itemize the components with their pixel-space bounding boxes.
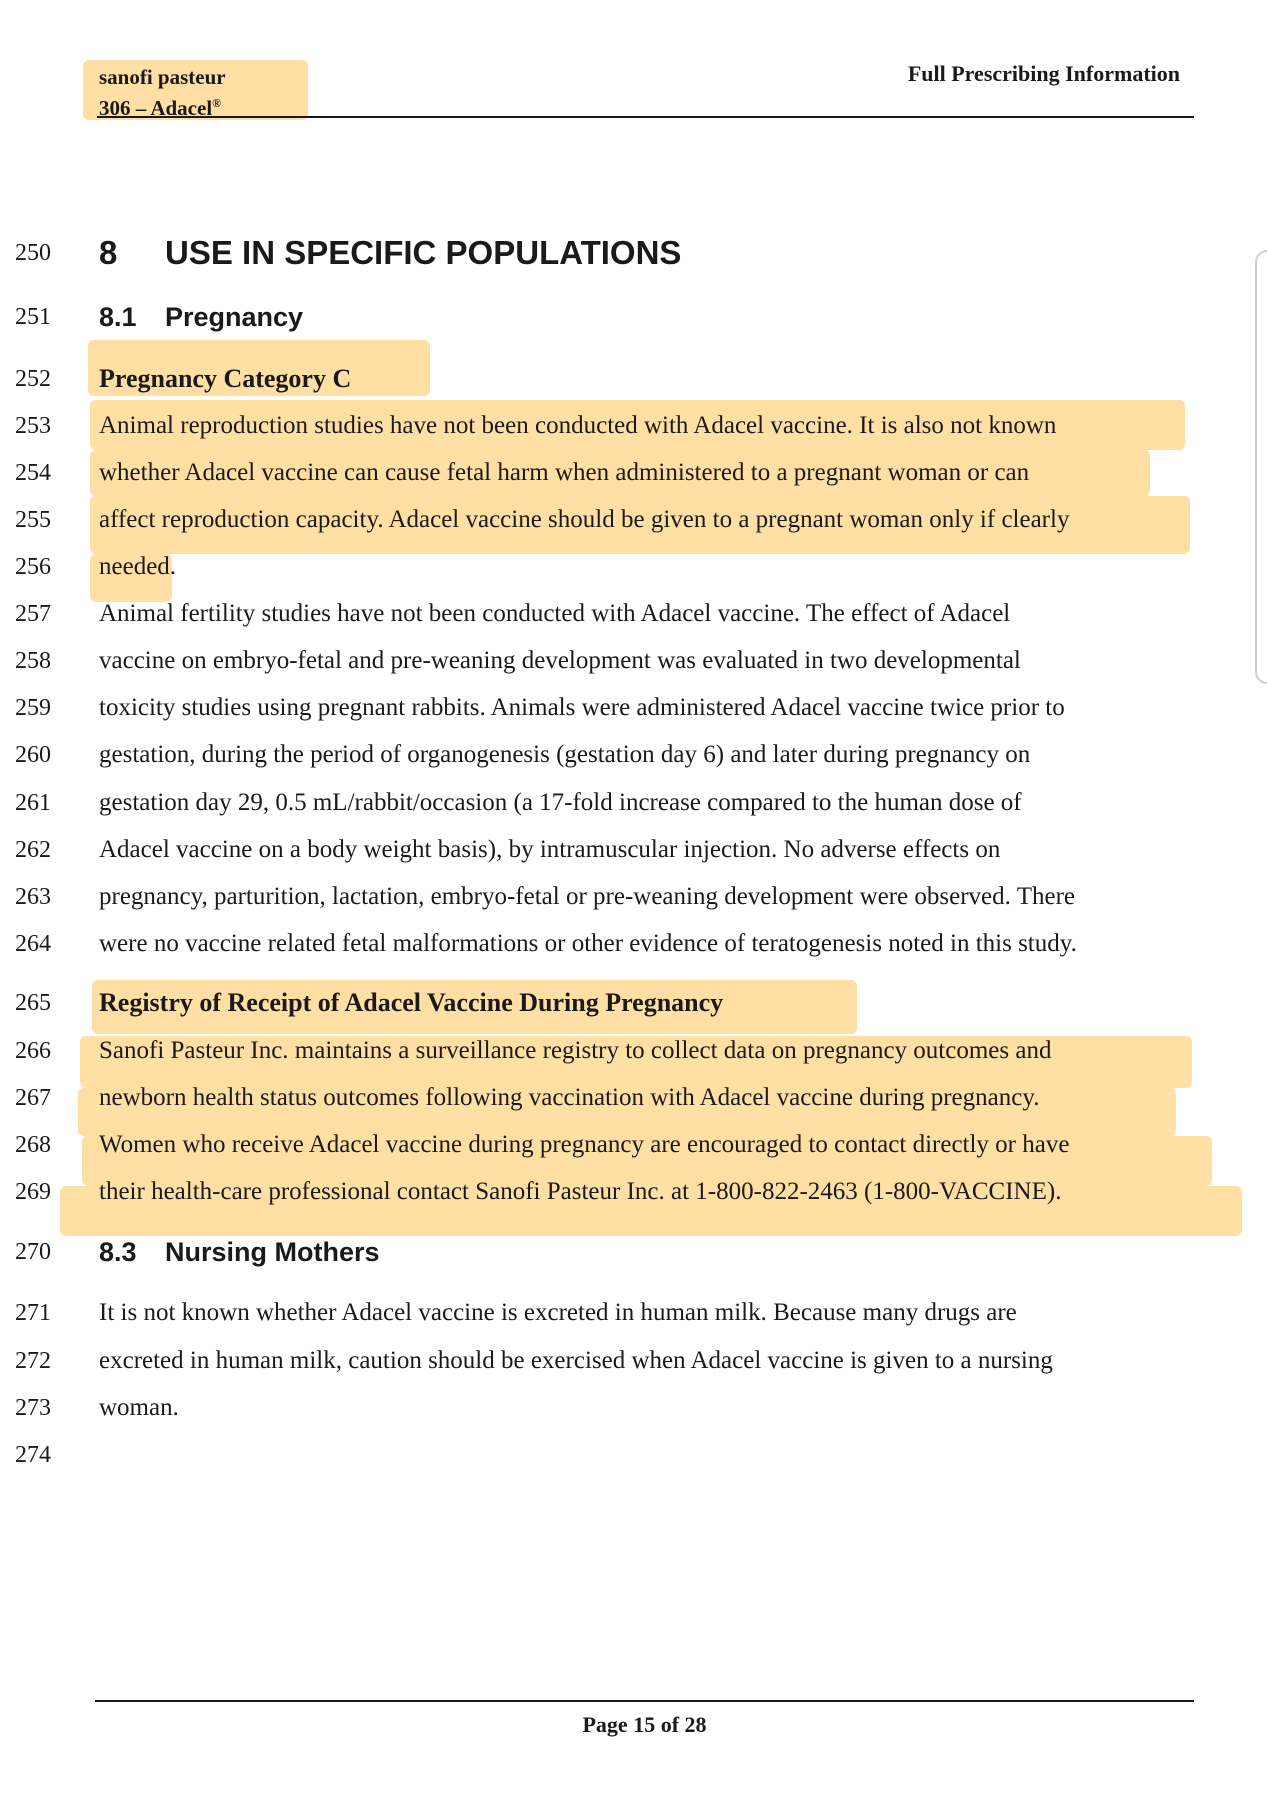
line-content: USE IN SPECIFIC POPULATIONS [165, 234, 682, 271]
page-edge [1255, 250, 1267, 684]
line-number: 251 [15, 304, 51, 330]
line-number: 250 [15, 240, 51, 266]
line-number: 256 [15, 554, 51, 580]
line-number: 266 [15, 1038, 51, 1064]
line-content: toxicity studies using pregnant rabbits. Animals were administered Adacel vaccine twice prior to [99, 694, 1065, 721]
line-number: 252 [15, 366, 51, 392]
section-number: 8.1 [99, 302, 137, 332]
line-number: 268 [15, 1132, 51, 1158]
line-content: their health-care professional contact Sanofi Pasteur Inc. at 1-800-822-2463 (1-800-VACCINE). [99, 1178, 1062, 1205]
line-number: 272 [15, 1348, 51, 1374]
line-text [99, 641, 1021, 681]
line-text [99, 594, 1010, 634]
line-number: 265 [15, 990, 51, 1016]
line-content: were no vaccine related fetal malformations or other evidence of teratogenesis noted in this study. [99, 930, 1077, 957]
section-heading [99, 233, 681, 273]
line-content: Sanofi Pasteur Inc. maintains a surveillance registry to collect data on pregnancy outcomes and [99, 1037, 1052, 1064]
line-number: 253 [15, 413, 51, 439]
document-type: Full Prescribing Information [907, 61, 1180, 86]
line-content: Pregnancy Category C [99, 364, 352, 393]
line-content: gestation, during the period of organogenesis (gestation day 6) and later during pregnancy on [99, 741, 1031, 768]
line-text [99, 830, 1000, 870]
line-number: 271 [15, 1300, 51, 1326]
line-number: 261 [15, 790, 51, 816]
line-number: 257 [15, 601, 51, 627]
line-text [99, 688, 1065, 728]
line-content: Pregnancy [165, 302, 304, 332]
section-heading [99, 297, 303, 337]
section-heading [99, 1232, 380, 1272]
line-number: 274 [15, 1442, 51, 1468]
line-text [99, 406, 1056, 446]
company-name: sanofi pasteur [99, 65, 226, 89]
line-text [99, 1172, 1061, 1212]
section-number: 8.3 [99, 1237, 137, 1267]
line-content: excreted in human milk, caution should be exercised when Adacel vaccine is given to a nursing [99, 1347, 1053, 1374]
line-number: 270 [15, 1239, 51, 1265]
line-number: 254 [15, 460, 51, 486]
line-text [99, 1078, 1039, 1118]
header-left [99, 64, 226, 121]
line-content: affect reproduction capacity. Adacel vaccine should be given to a pregnant woman only if clearly [99, 506, 1070, 533]
line-content: Registry of Receipt of Adacel Vaccine During Pregnancy [99, 988, 724, 1017]
line-number: 273 [15, 1395, 51, 1421]
line-text [99, 1293, 1017, 1333]
line-number: 255 [15, 507, 51, 533]
page-header [97, 60, 1194, 118]
line-text [99, 924, 1077, 964]
line-content: Women who receive Adacel vaccine during pregnancy are encouraged to contact directly or have [99, 1131, 1070, 1158]
line-content: Nursing Mothers [165, 1237, 380, 1267]
section-heading [99, 983, 723, 1023]
line-number: 267 [15, 1085, 51, 1111]
section-number: 8 [99, 234, 118, 271]
registered-mark: ® [212, 96, 222, 110]
line-content: vaccine on embryo-fetal and pre-weaning development was evaluated in two developmental [99, 647, 1021, 674]
line-content: Animal reproduction studies have not been conducted with Adacel vaccine. It is also not known [99, 412, 1057, 439]
line-content: Animal fertility studies have not been conducted with Adacel vaccine. The effect of Adacel [99, 600, 1011, 627]
line-number: 269 [15, 1179, 51, 1205]
line-content: It is not known whether Adacel vaccine is excreted in human milk. Because many drugs are [99, 1299, 1017, 1326]
line-number: 258 [15, 648, 51, 674]
line-text [99, 1031, 1051, 1071]
product-line [99, 90, 226, 121]
line-text [99, 877, 1075, 917]
line-content: newborn health status outcomes following vaccination with Adacel vaccine during pregnancy. [99, 1084, 1040, 1111]
line-text [99, 500, 1069, 540]
line-content: needed. [99, 553, 177, 580]
line-content: gestation day 29, 0.5 mL/rabbit/occasion (a 17-fold increase compared to the human dose of [99, 789, 1022, 816]
line-content: whether Adacel vaccine can cause fetal harm when administered to a pregnant woman or can [99, 459, 1030, 486]
line-text [99, 1125, 1069, 1165]
line-content: pregnancy, parturition, lactation, embryo-fetal or pre-weaning development were observed. There [99, 883, 1075, 910]
line-text [99, 1388, 179, 1428]
line-number: 259 [15, 695, 51, 721]
section-heading [99, 359, 351, 399]
line-content: woman. [99, 1394, 179, 1421]
line-text [99, 453, 1029, 493]
line-text [99, 1341, 1053, 1381]
line-number: 260 [15, 742, 51, 768]
line-number: 264 [15, 931, 51, 957]
line-text [99, 735, 1030, 775]
page-footer [95, 1700, 1194, 1738]
product-name: 306 – Adacel [99, 96, 213, 120]
line-text [99, 783, 1022, 823]
line-text [99, 547, 176, 587]
page-number: Page 15 of 28 [582, 1712, 707, 1737]
line-content: Adacel vaccine on a body weight basis), by intramuscular injection. No adverse effects on [99, 836, 1001, 863]
line-number: 263 [15, 884, 51, 910]
line-number: 262 [15, 837, 51, 863]
